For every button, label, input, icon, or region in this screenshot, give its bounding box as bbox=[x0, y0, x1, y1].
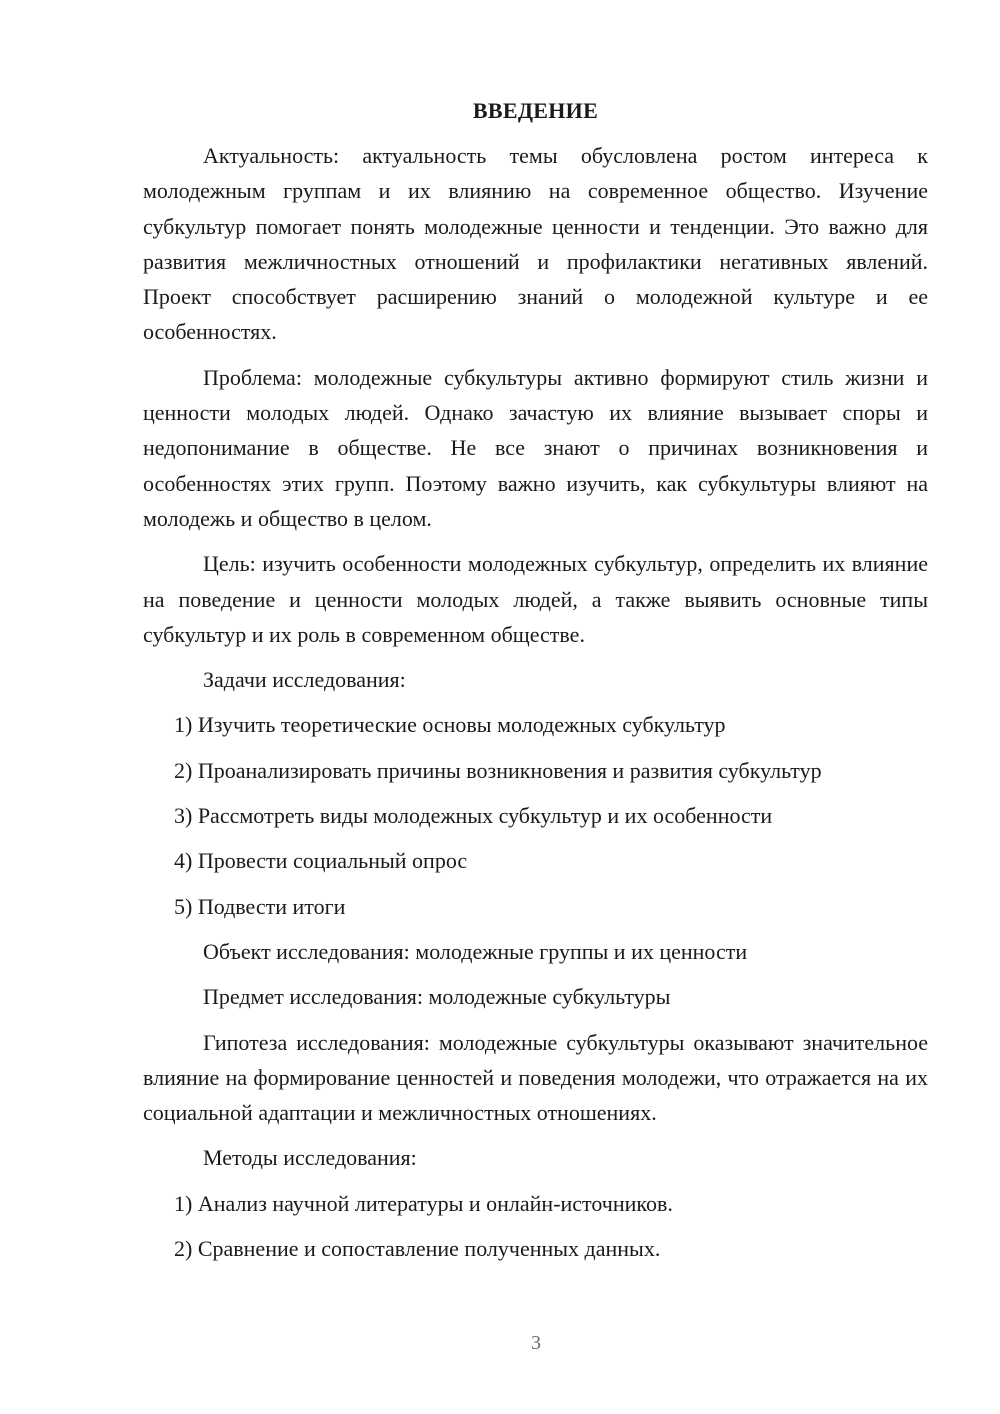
document-page bbox=[143, 94, 928, 1276]
methods-heading: Методы исследования: bbox=[203, 1145, 417, 1171]
subject-line: Предмет исследования: молодежные субкультуры bbox=[203, 984, 671, 1010]
relevance-paragraph: Актуальность: актуальность темы обусловлена ростом интереса к молодежным группам и их влиянию на современное общество. Изучение субкультур помогает понять молодежные ценности и тенденции. Это важно для развития межличностных отношений и профилактики негативных явлений. Проект способствует расширению знаний о молодежной культуре и ее особенностях. bbox=[143, 143, 928, 345]
object-line: Объект исследования: молодежные группы и их ценности bbox=[203, 938, 748, 964]
methods-list bbox=[143, 1186, 928, 1267]
list-item: 4) Провести социальный опрос bbox=[174, 848, 468, 874]
goal-paragraph: Цель: изучить особенности молодежных субкультур, определить их влияние на поведение и ценности молодых людей, а также выявить основные типы субкультур и их роль в современном обществе. bbox=[143, 551, 928, 647]
hypothesis-paragraph: Гипотеза исследования: молодежные субкультуры оказывают значительное влияние на формирование ценностей и поведения молодежи, что отражается на их социальной адаптации и межличностных отношениях. bbox=[143, 1029, 928, 1126]
list-item: 2) Сравнение и сопоставление полученных данных. bbox=[174, 1236, 661, 1262]
list-item: 1) Анализ научной литературы и онлайн-источников. bbox=[174, 1190, 673, 1216]
list-item: 1) Изучить теоретические основы молодежных субкультур bbox=[174, 712, 726, 738]
problem-paragraph: Проблема: молодежные субкультуры активно формируют стиль жизни и ценности молодых людей. Однако зачастую их влияние вызывает споры и недопонимание в обществе. Не все знают о причинах возникновения и особенностях этих групп. Поэтому важно изучить, как субкультуры влияют на молодежь и общество в целом. bbox=[143, 364, 928, 531]
page-number: 3 bbox=[531, 1332, 541, 1354]
list-item: 5) Подвести итоги bbox=[174, 893, 346, 919]
tasks-heading: Задачи исследования: bbox=[203, 667, 406, 693]
list-item: 2) Проанализировать причины возникновения и развития субкультур bbox=[174, 757, 822, 783]
tasks-list bbox=[143, 707, 928, 923]
list-item: 3) Рассмотреть виды молодежных субкультур и их особенности bbox=[174, 803, 773, 829]
page-title: ВВЕДЕНИЕ bbox=[472, 98, 599, 123]
